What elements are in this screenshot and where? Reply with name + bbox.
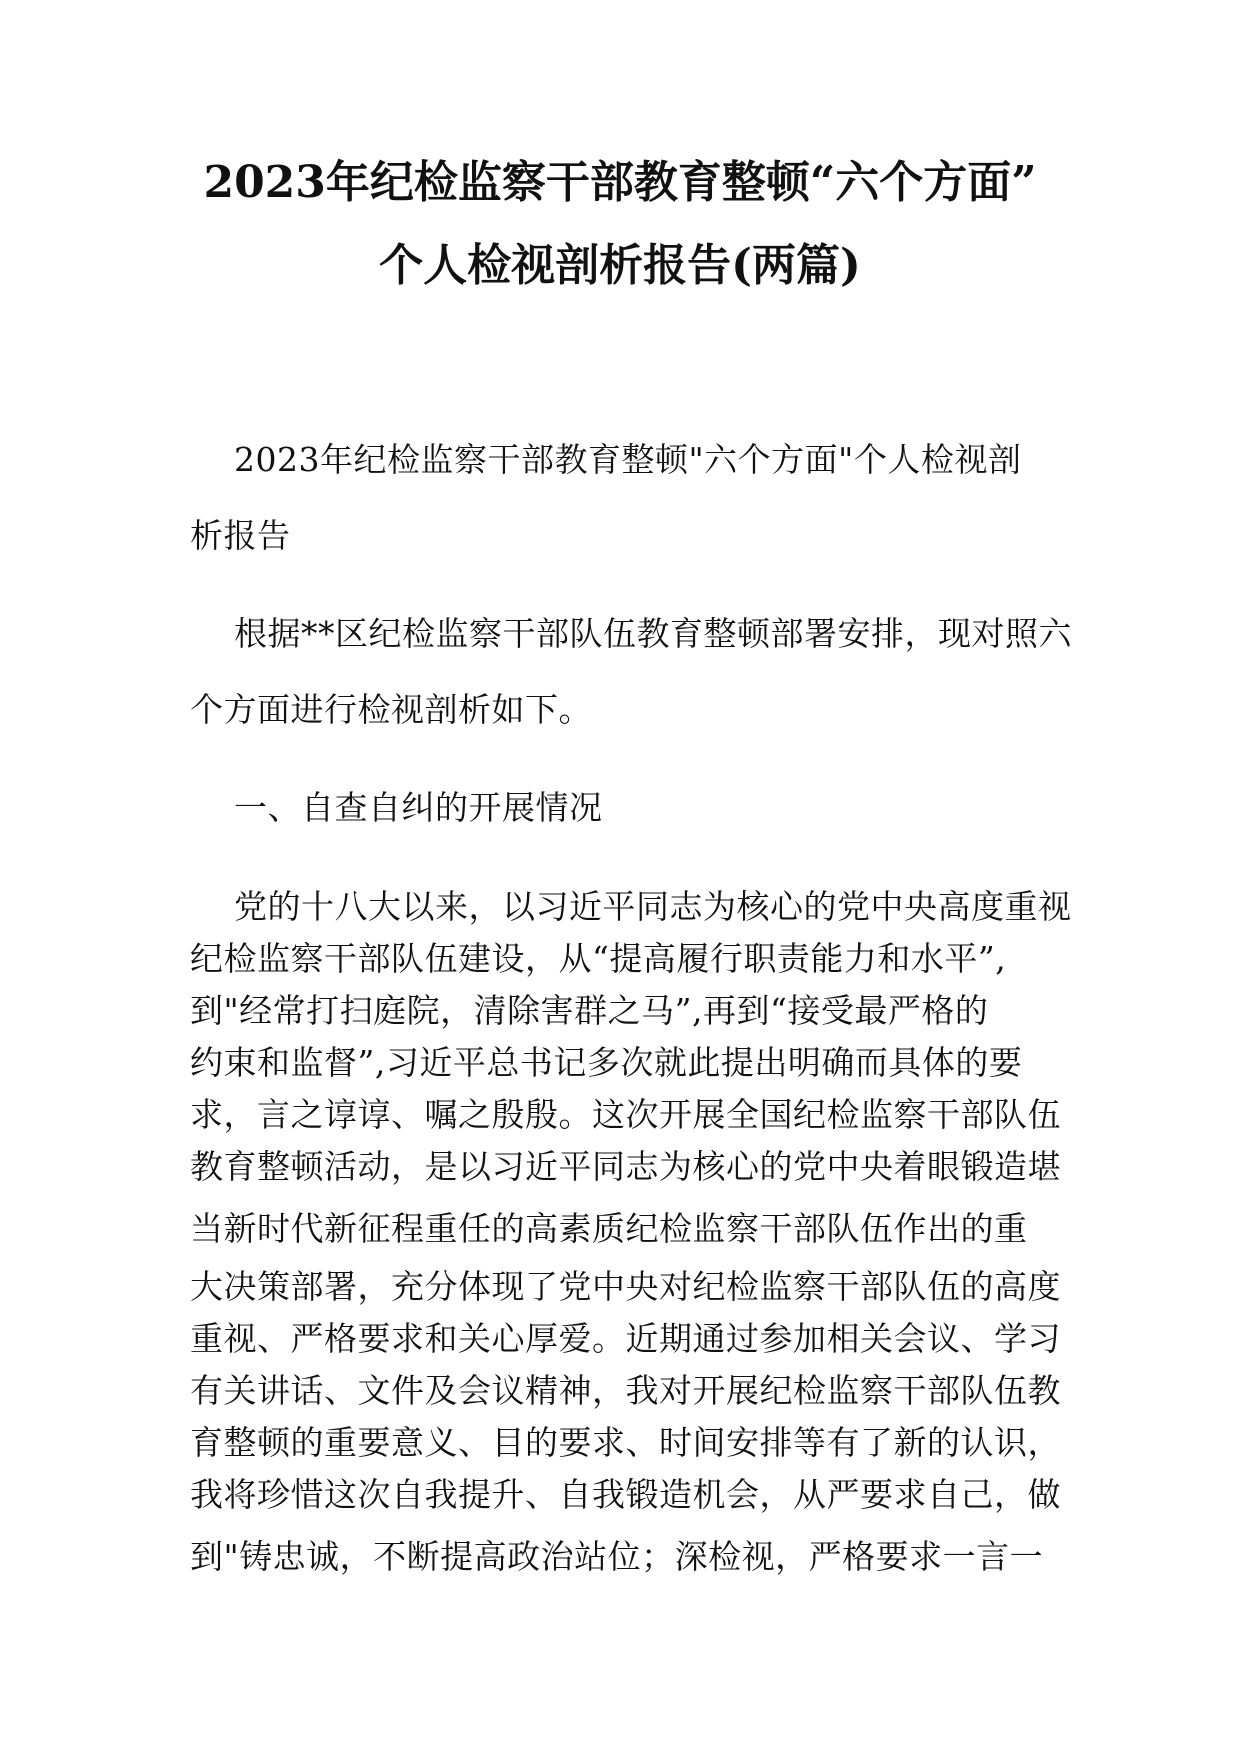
document-title-line-2: 个人检视剖析报告(两篇) — [379, 240, 861, 291]
body-line-13: 大决策部署，充分体现了党中央对纪检监察干部队伍的高度 — [190, 1267, 1061, 1306]
body-line-16: 育整顿的重要意义、目的要求、时间安排等有了新的认识， — [190, 1423, 1061, 1462]
body-line-3: 根据**区纪检监察干部队伍教育整顿部署安排，现对照六 — [234, 614, 1072, 653]
body-line-8: 到"经常打扫庭院，清除害群之马”,再到“接受最严格的 — [190, 991, 989, 1030]
body-line-7: 纪检监察干部队伍建设，从“提高履行职责能力和水平”, — [190, 939, 1007, 978]
body-line-15: 有关讲话、文件及会议精神，我对开展纪检监察干部队伍教 — [190, 1371, 1061, 1410]
body-line-4: 个方面进行检视剖析如下。 — [190, 690, 592, 729]
section-heading: 一、自查自纠的开展情况 — [234, 788, 603, 827]
body-line-17: 我将珍惜这次自我提升、自我锻造机会，从严要求自己，做 — [190, 1475, 1061, 1514]
document-title-line-1: 2023年纪检监察干部教育整顿“六个方面” — [203, 157, 1037, 208]
body-line-11: 教育整顿活动，是以习近平同志为核心的党中央着眼锻造堪 — [190, 1147, 1061, 1186]
body-line-2: 析报告 — [190, 516, 291, 555]
body-line-1: 2023年纪检监察干部教育整顿"六个方面"个人检视剖 — [234, 440, 1022, 479]
body-line-9: 约束和监督”,习近平总书记多次就此提出明确而具体的要 — [190, 1043, 1023, 1082]
body-line-18: 到"铸忠诚，不断提高政治站位；深检视，严格要求一言一 — [190, 1537, 1044, 1576]
body-line-14: 重视、严格要求和关心厚爱。近期通过参加相关会议、学习 — [190, 1319, 1061, 1358]
body-line-12: 当新时代新征程重任的高素质纪检监察干部队伍作出的重 — [190, 1209, 1028, 1248]
body-line-6: 党的十八大以来，以习近平同志为核心的党中央高度重视 — [234, 887, 1072, 926]
body-line-10: 求，言之谆谆、嘱之殷殷。这次开展全国纪检监察干部队伍 — [190, 1095, 1061, 1134]
